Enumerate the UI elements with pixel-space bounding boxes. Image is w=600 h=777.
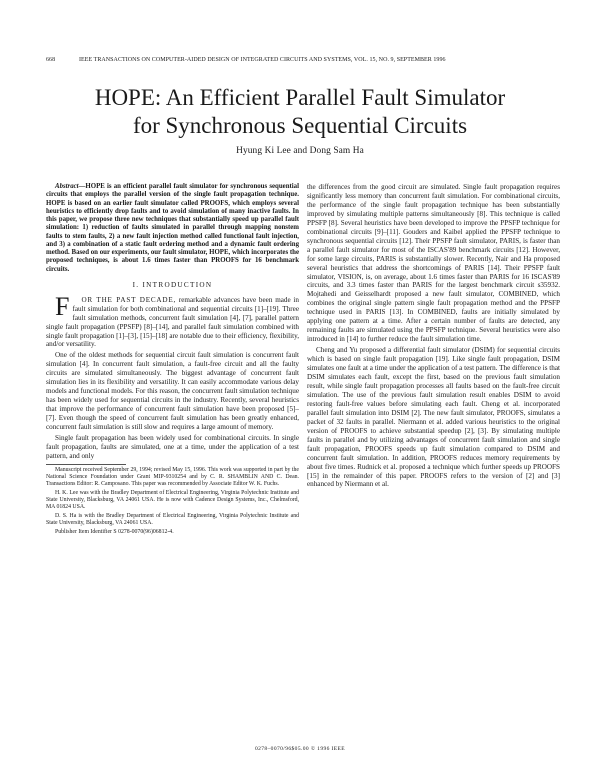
abstract-label: Abstract— (55, 183, 86, 190)
right-paragraph-1: the differences from the good circuit are simulated. Single fault propagation requires significantly less memory than concurrent fault simulation. For combinational circuits, the performance of the single fault propagation technique has been substantially improved by simulating multiple patterns simultaneously [8]. This technique is called PPSFP [8]. Several heuristics have been developed to improve the PPSFP technique for combinational circuits [9]–[11]. Gouders and Kaibel applied the PPSFP technique to synchronous sequential circuits [12]. Their PPSFP fault simulator, PARIS, is faster than a parallel fault simulator for most of the ISCAS'89 benchmark circuits [12]. However, for some large circuits, PARIS is substantially slower. Recently, Nair and Ha proposed several heuristics that address the shortcomings of PARIS [14]. Their PPSFP fault simulator, VISION, is, on average, about 1.6 times faster than PARIS for 16 ISCAS'89 circuits, and 3.3 times faster than PARIS for the largest benchmark circuit s35932. Mojtahedi and Geisselhardt proposed a new fault simulator, COMBINED, which combines the original single pattern single fault propagation method and the PPSFP technique used in PARIS [13]. In COMBINED, faults are initially simulated by applying one pattern at a time. After a certain number of faults are detected, any remaining faults are simulated using the PPSFP technique. Several heuristics were also introduced in [14] to further reduce the fault simulation time. (307, 183, 560, 344)
intro-paragraph-1 (46, 291, 299, 350)
abstract (46, 183, 299, 274)
footnote-author-lee: H. K. Lee was with the Bradley Department of Electrical Engineering, Virginia Polytechnic Institute and State University, Blacksburg, VA 24061 USA. He is now with Cadence Design Systems, Inc., Chelmsford, MA 01824 USA. (46, 489, 299, 510)
authors: Hyung Ki Lee and Dong Sam Ha (236, 146, 364, 156)
title-line-2: for Synchronous Sequential Circuits (132, 113, 468, 138)
footnote-author-ha: D. S. Ha is with the Bradley Department of Electrical Engineering, Virginia Polytechnic Institute and State University, Blacksburg, VA 24061 USA. (46, 512, 299, 526)
intro-paragraph-2: One of the oldest methods for sequential circuit fault simulation is concurrent fault simulation [4]. In concurrent fault simulation, a fault-free circuit and all the faulty circuits are simulated simultaneously. The biggest advantage of concurrent fault simulation lies in its flexibility and versatility. It can easily accommodate various delay models and functional models. For this reason, the concurrent fault simulation technique has been widely used for sequential circuits in the industry. Recently, several heuristics that improve the performance of concurrent fault simulation have been proposed [5]–[7]. Even though the speed of concurrent fault simulation has been greatly enhanced, concurrent fault simulation is still slow and requires a large amount of memory. (46, 351, 299, 432)
right-column (307, 183, 560, 491)
intro-paragraph-1-text: remarkable advances have been made in fault simulation for both combinational and sequential circuits [1]–[19]. Three fault simulation methods, concurrent fault simulation [4], [7], parallel pattern single fault propagation (PPSFP) [8]–[14], and parallel fault simulation combined with single fault propagation [1]–[3], [15]–[18] are notable due to their efficiency, flexibility, and/or versatility. (46, 295, 299, 349)
copyright-footer: 0278–0070/96$05.00 © 1996 IEEE (254, 746, 346, 752)
drop-cap: F (55, 291, 70, 321)
abstract-text: HOPE is an efficient parallel fault simulator for synchronous sequential circuits that employs the parallel version of the single fault propagation technique. HOPE is based on an earlier fault simulator called PROOFS, which employs several heuristics to efficiently drop faults and to avoid simulation of many inactive faults. In this paper, we propose three new techniques that substantially speed up parallel fault simulation: 1) reduction of faults simulated in parallel through mapping nonstem faults to stem faults, 2) a new fault injection method called functional fault injection, and 3) a combination of a static fault ordering method and a dynamic fault ordering method. Based on our experiments, our fault simulator, HOPE, which incorporates the proposed techniques, is about 1.6 times faster than PROOFS for 16 benchmark circuits. (46, 183, 299, 273)
title-line-1: HOPE: An Efficient Parallel Fault Simulator (94, 85, 506, 110)
footnote-manuscript: Manuscript received September 29, 1994; revised May 15, 1996. This work was supported in part by the National Science Foundation under Grant MIP-9310254 and by C. R. SHAMBLIN AND C. Dean. Transactions Editor: R. Camposano. This paper was recommended by Associate Editor W. K. Fuchs. (46, 466, 299, 487)
intro-paragraph-3: Single fault propagation has been widely used for combinational circuits. In single fault propagation, faults are simulated, one at a time, under the application of a test pattern, and only (46, 434, 299, 460)
page-number: 668 (46, 57, 56, 63)
lead-caps: OR THE PAST DECADE, (81, 295, 177, 304)
paper-title (0, 84, 600, 140)
footnote-publisher-id: Publisher Item Identifier S 0278-0070(96)06812-4. (55, 528, 174, 535)
left-column (46, 183, 299, 538)
footnote-rule (46, 464, 126, 465)
right-paragraph-2: Cheng and Yu proposed a differential fault simulator (DSIM) for sequential circuits which is based on single fault propagation [19]. Like single fault propagation, DSIM simulates one fault at a time under the application of a test pattern. The difference is that DSIM simulates each fault, except the first, based on the previous fault simulation result, while single fault propagation processes all faults based on the fault-free circuit simulation. The use of the previous fault simulation result enables DSIM to avoid restoring fault-free values before simulating each fault. Cheng et al. incorporated parallel fault simulation into DSIM [2]. The new fault simulator, PROOFS, simulates a packet of 32 faults in parallel. Niermann et al. added various heuristics to the original version of PROOFS to achieve substantial speedup [2], [3]. By simulating multiple faults in parallel and by utilizing advantages of concurrent fault simulation and single fault propagation, PROOFS speeds up fault simulation compared to DSIM and concurrent fault simulation. In addition, PROOFS reduces memory requirements by about five times. Rudnick et al. proposed a technique which further speeds up PROOFS [15] in the remainder of this paper. PROOFS refers to the version of [2] and [3] enhanced by Niermann et al. (307, 346, 560, 489)
journal-header: IEEE TRANSACTIONS ON COMPUTER-AIDED DESIGN OF INTEGRATED CIRCUITS AND SYSTEMS, VOL. 15, NO. 9, SEPTEMBER 1996 (79, 57, 446, 63)
section-heading-introduction: I. INTRODUCTION (132, 280, 213, 289)
